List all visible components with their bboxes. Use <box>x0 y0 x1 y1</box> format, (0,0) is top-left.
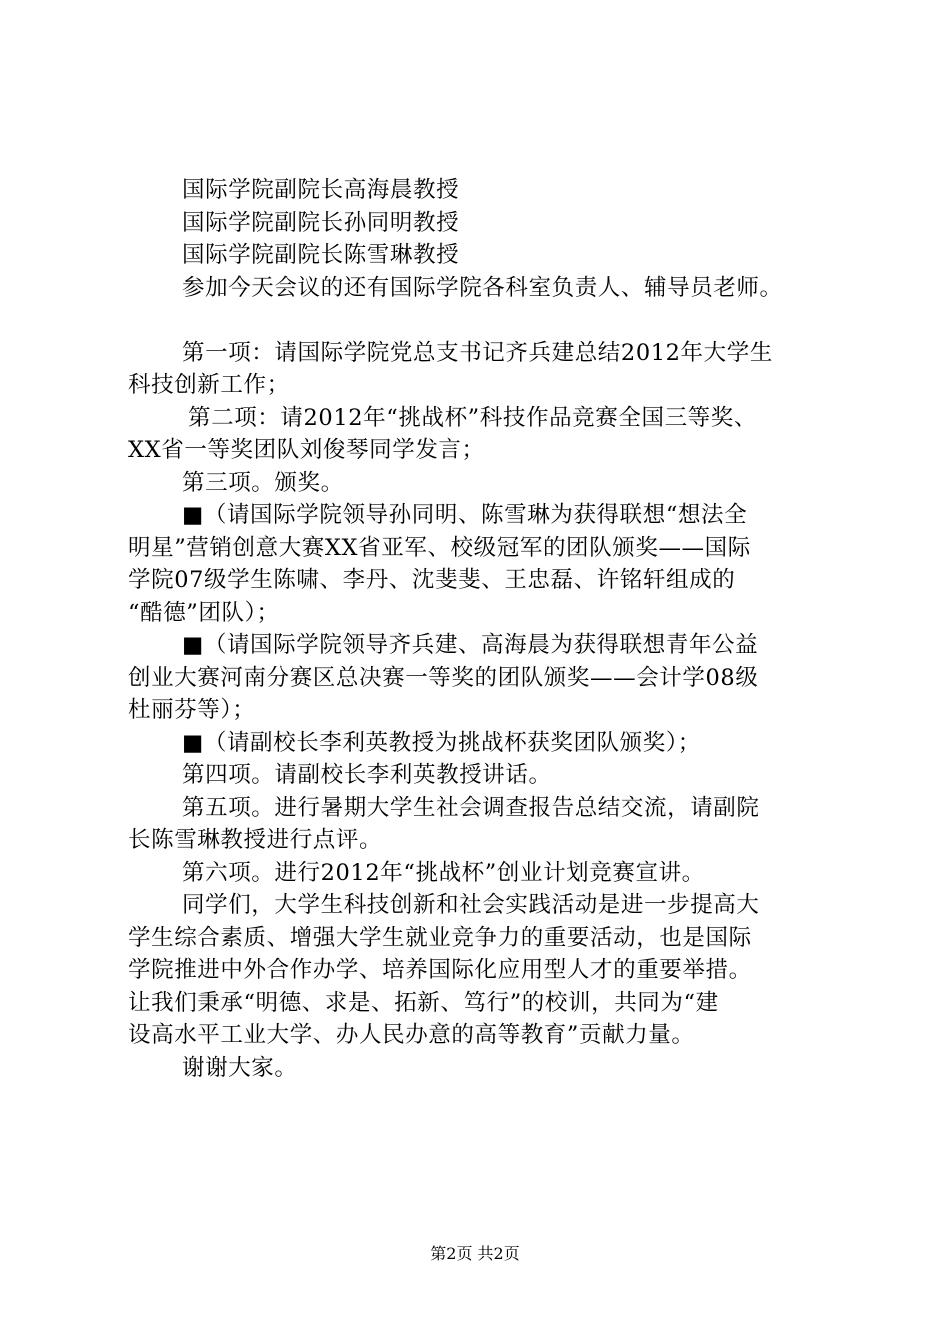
award-item-3: ■（请副校长李利英教授为挑战杯获奖团队颁奖）； <box>182 729 701 756</box>
award-item-1-cont: 明星”营销创意大赛XX省亚军、校级冠军的团队颁奖——国际 <box>128 534 751 561</box>
agenda-item-5: 第五项。进行暑期大学生社会调查报告总结交流，请副院 <box>182 794 760 821</box>
agenda-item-2-cont: XX省一等奖团队刘俊琴同学发言； <box>128 437 485 463</box>
agenda-item-1: 第一项：请国际学院党总支书记齐兵建总结2012年大学生 <box>182 339 773 366</box>
closing-paragraph-cont: 学生综合素质、增强大学生就业竞争力的重要活动，也是国际 <box>128 924 752 951</box>
attendee-line: 国际学院副院长高海晨教授 <box>182 177 460 203</box>
attendee-line: 国际学院副院长孙同明教授 <box>182 209 460 236</box>
closing-paragraph-cont: 设高水平工业大学、办人民办意的高等教育”贡献力量。 <box>128 1022 695 1048</box>
agenda-item-4: 第四项。请副校长李利英教授讲话。 <box>182 762 552 788</box>
blank-line <box>128 304 840 337</box>
agenda-item-3: 第三项。颁奖。 <box>182 469 344 496</box>
award-item-2: ■（请国际学院领导齐兵建、高海晨为获得联想青年公益 <box>182 632 759 658</box>
agenda-item-1-cont: 科技创新工作； <box>128 372 290 398</box>
closing-paragraph: 同学们，大学生科技创新和社会实践活动是进一步提高大 <box>182 892 760 918</box>
award-item-1-cont: “酷德”团队）； <box>128 599 280 626</box>
page-footer: 第2页 共2页 <box>430 1244 520 1263</box>
award-item-2-cont: 杜丽芬等）； <box>128 697 256 723</box>
agenda-item-6: 第六项。进行2012年“挑战杯”创业计划竞赛宣讲。 <box>182 859 705 886</box>
closing-paragraph-cont: 让我们秉承“明德、求是、拓新、笃行”的校训，共同为“建 <box>128 989 719 1016</box>
attendee-line: 国际学院副院长陈雪琳教授 <box>182 242 460 268</box>
award-item-2-cont: 创业大赛河南分赛区总决赛一等奖的团队颁奖——会计学08级 <box>128 664 759 691</box>
award-item-1: ■（请国际学院领导孙同明、陈雪琳为获得联想“想法全 <box>182 502 748 528</box>
attendee-note: 参加今天会议的还有国际学院各科室负责人、辅导员老师。 <box>182 274 783 301</box>
agenda-item-5-cont: 长陈雪琳教授进行点评。 <box>128 827 383 853</box>
award-item-1-cont: 学院07级学生陈啸、李丹、沈斐斐、王忠磊、许铭轩组成的 <box>128 567 736 593</box>
agenda-item-2: 第二项：请2012年“挑战杯”科技作品竞赛全国三等奖、 <box>188 404 757 431</box>
document-body <box>128 174 840 1084</box>
thanks-line: 谢谢大家。 <box>182 1054 298 1081</box>
closing-paragraph-cont: 学院推进中外合作办学、培养国际化应用型人才的重要举措。 <box>128 957 752 983</box>
